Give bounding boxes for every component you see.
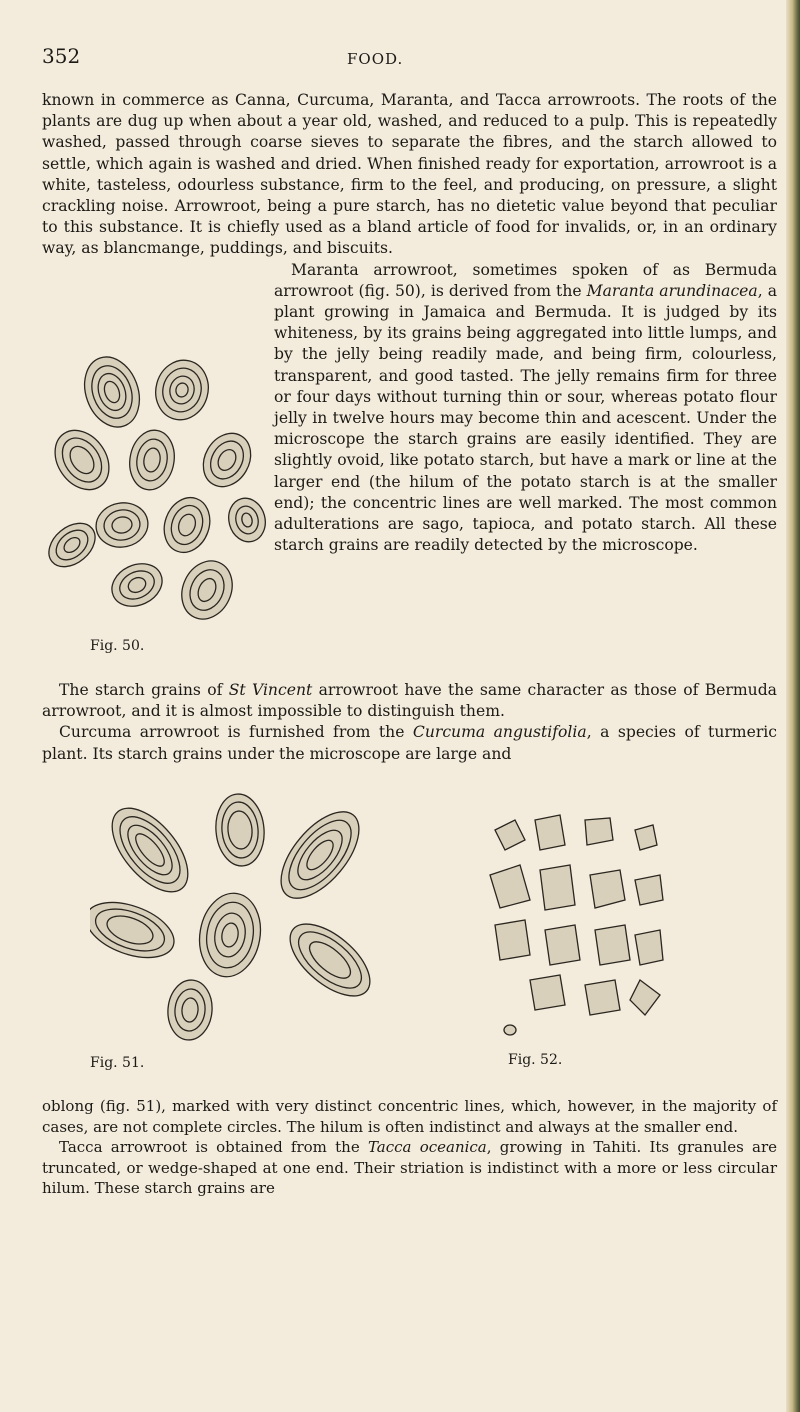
paragraph-4 (42, 722, 777, 764)
figure-50-caption: Fig. 50. (90, 638, 145, 654)
paragraph-4-text-a: Curcuma arrowroot is furnished from the (59, 723, 413, 742)
page-edge (786, 0, 800, 1412)
paragraph-2-italic: Maranta arundinacea (586, 281, 758, 300)
paragraph-4-italic: Curcuma angustifolia (412, 723, 587, 742)
paragraph-3-italic: St Vincent (228, 681, 313, 699)
paragraph-6 (42, 1137, 777, 1199)
paragraph-6-italic: Tacca oceanica (367, 1138, 487, 1156)
paragraph-1: known in commerce as Canna, Curcuma, Maranta, and Tacca arrowroots. The roots of the plants are dug up when about a year old, washed, and reduced to a pulp. This is repeatedly washed, passed through coarse sieves to separate the fibres, and the starch allowed to settle, which again is washed and dried. When finished ready for exportation, arrowroot is a white, tasteless, odourless substance, firm to the feel, and producing, on pressure, a slight crackling noise. Arrowroot, being a pure starch, has no dietetic value beyond that peculiar to this substance. It is chiefly used as a bland article of food for invalids, or, in an ordinary way, as blancmange, puddings, and biscuits. (42, 91, 777, 258)
figure-52-drawing (475, 790, 675, 1045)
page-header (42, 44, 742, 74)
paragraph-3-text-a: The starch grains of (59, 681, 229, 699)
paragraph-2-text-a: Maranta arrowroot, sometimes spoken of as Bermuda arrowroot (fig. 50), is derived from the (274, 260, 777, 300)
paragraph-6-text-b: , growing in Tahiti. Its granules are truncated, or wedge-shaped at one end. Their striation is indistinct with a more or less circular hilum. These starch grains are (42, 1138, 777, 1197)
body-text-middle (42, 680, 777, 765)
paragraph-3 (42, 680, 777, 722)
paragraph-2-text-b: , a plant growing in Jamaica and Bermuda. It is judged by its whiteness, by its grains being aggregated into little lumps, and by the jelly being readily made, and being firm, colourless, transparent, and good tasted. The jelly remains firm for three or four days without turning thin or sour, whereas potato flour jelly in twelve hours may become thin and acescent. Under the microscope the starch grains are easily identified. They are slightly ovoid, like potato starch, but have a mark or line at the larger end (the hilum of the potato starch is at the smaller end); the concentric lines are well marked. The most common adulterations are sago, tapioca, and potato starch. All these starch grains are readily detected by the microscope. (274, 281, 778, 555)
figure-50 (42, 350, 270, 663)
paragraph-4-text-b: , a species of turmeric plant. Its starch grains under the microscope are large and (42, 723, 778, 763)
figure-52-caption: Fig. 52. (508, 1052, 563, 1068)
figures-51-52 (90, 790, 770, 1080)
figure-51-drawing (90, 790, 390, 1045)
figure-51-caption: Fig. 51. (90, 1055, 145, 1071)
paragraph-3-text-b: arrowroot have the same character as those of Bermuda arrowroot, and it is almost impossible to distinguish them. (42, 681, 777, 721)
paragraph-6-text-a: Tacca arrowroot is obtained from the (59, 1138, 368, 1156)
starch-grains-drawing (42, 350, 270, 640)
running-head: FOOD. (347, 50, 404, 68)
page-number: 352 (42, 44, 81, 68)
paragraph-5: oblong (fig. 51), marked with very distinct concentric lines, which, however, in the majority of cases, are not complete circles. The hilum is often indistinct and always at the smaller end. (42, 1097, 777, 1136)
body-text-bottom (42, 1096, 777, 1199)
